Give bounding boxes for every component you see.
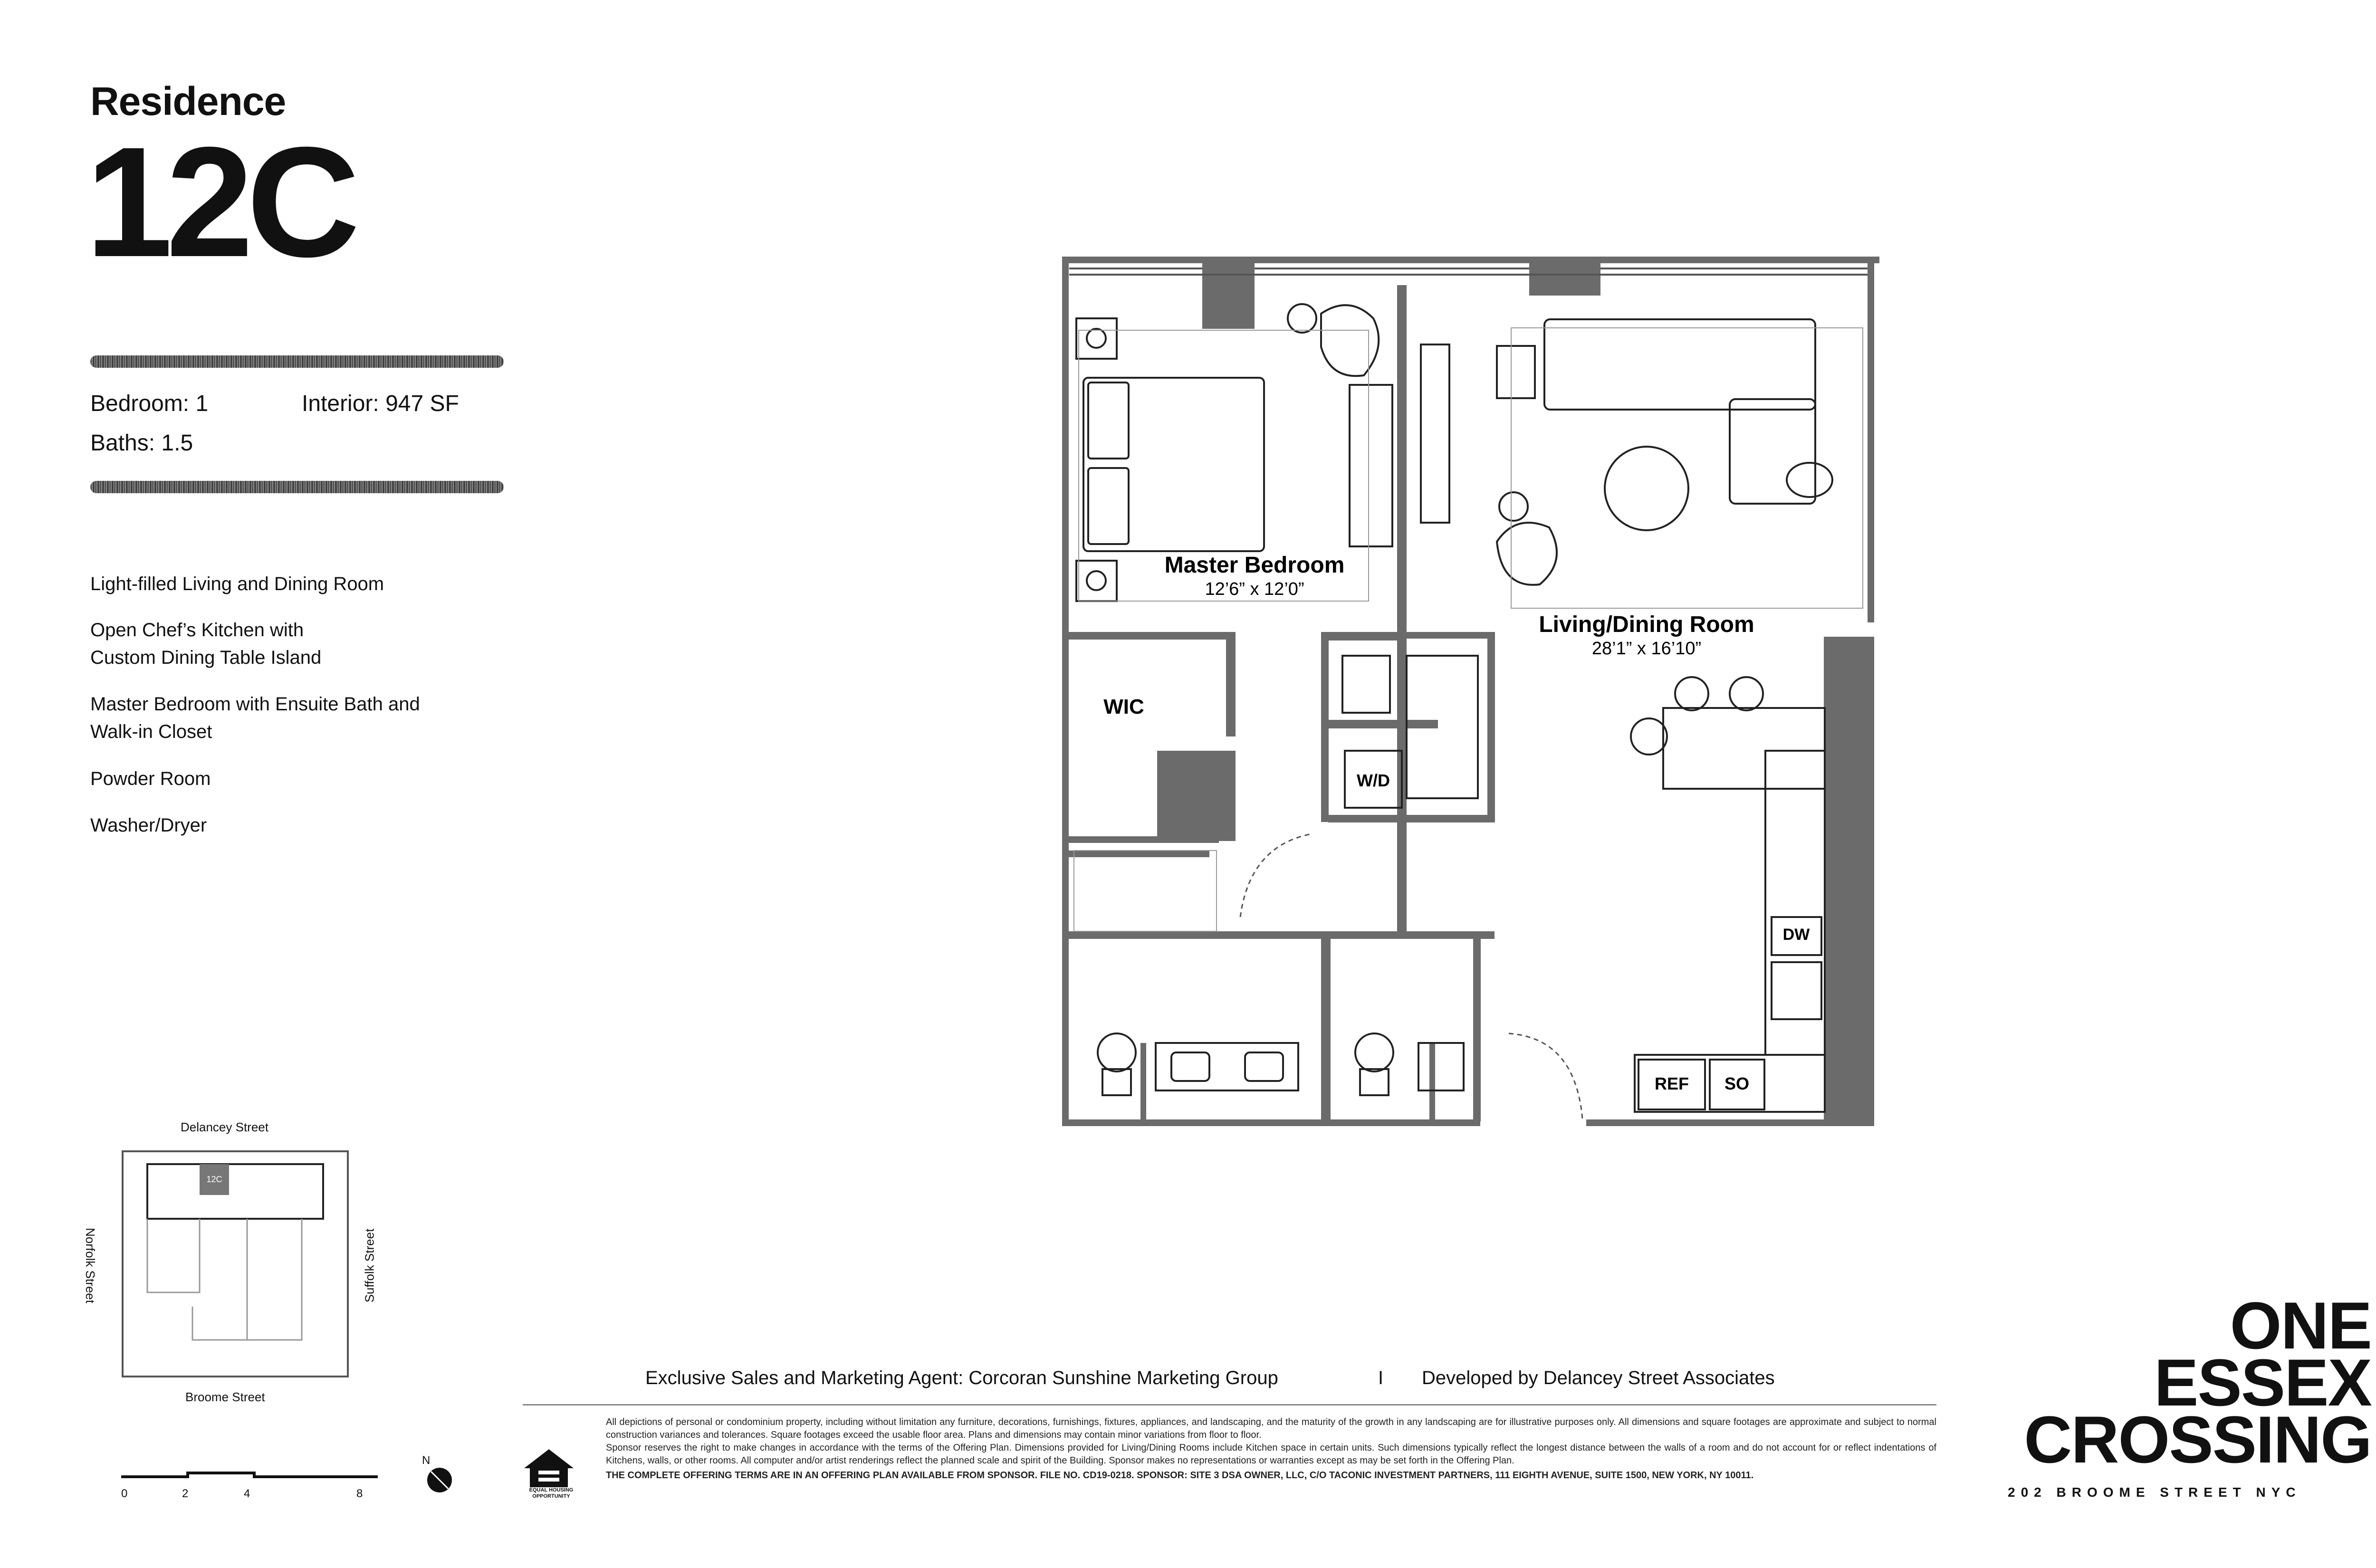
scale-bar (121, 1468, 378, 1487)
oven-label: SO (1724, 1074, 1750, 1093)
feature-item: Light-filled Living and Dining Room (90, 574, 384, 594)
keymap-street-west: Norfolk Street (83, 1228, 97, 1303)
kitchen-fixtures (1631, 677, 1825, 1112)
floor-plan-walls (1062, 257, 1879, 1126)
footer-divider: I (1378, 1367, 1384, 1388)
master-bedroom-dims: 12’6” x 12’0” (1205, 579, 1304, 599)
disclaimer-paragraph: Sponsor reserves the right to make changes in accordance with the terms of the Offering Plan. Dimensions provided for Living/Dining Rooms include Kitchen space in certain units. Such dimensions typically reflect the longest distance between the walls of a room and do not account for or reflect indentations of Kitchens, walls, or other rooms. All computer and/or artist renderings reflect the planned scale and spirit of the Building. Sponsor makes no representations or warranties except as may be set forth in the Offering Plan. (606, 1443, 1936, 1466)
logo-address: 202 BROOME STREET NYC (2008, 1485, 2301, 1500)
north-arrow-icon (425, 1466, 454, 1494)
floor-plan (1045, 252, 1891, 1136)
logo-line-3: CROSSING (2024, 1402, 2371, 1477)
refrigerator-label: REF (1655, 1074, 1689, 1093)
equal-housing-label: EQUAL HOUSING OPPORTUNITY (529, 1487, 574, 1499)
interior-area: Interior: 947 SF (302, 391, 459, 416)
washer-dryer-label: W/D (1357, 771, 1390, 790)
footer-rule (523, 1404, 1936, 1405)
north-label: N (422, 1454, 431, 1467)
logo-line-1: ONE (2230, 1288, 2371, 1363)
keymap-street-north: Delancey Street (181, 1120, 268, 1134)
residence-label: Residence (90, 79, 286, 124)
bedroom-count: Bedroom: 1 (90, 391, 209, 416)
dishwasher-label: DW (1782, 926, 1810, 944)
feature-item: Open Chef’s Kitchen with (90, 620, 304, 641)
disclaimer-paragraph: THE COMPLETE OFFERING TERMS ARE IN AN OFFERING PLAN AVAILABLE FROM SPONSOR. FILE NO. CD19-0218. SPONSOR: SITE 3 DSA OWNER, LLC, C/O TACONIC INVESTMENT PARTNERS, 111 EIGHTH AVENUE, SUITE 1500, NEW YORK, NY 10011. (606, 1470, 1754, 1481)
living-dining-dims: 28’1” x 16’10” (1591, 639, 1702, 659)
window-lines (1069, 268, 1868, 275)
master-bedroom-name: Master Bedroom (1164, 553, 1345, 578)
feature-item: Master Bedroom with Ensuite Bath and (90, 694, 420, 715)
scale-label-0: 0 (121, 1487, 128, 1500)
sales-agent-text: Exclusive Sales and Marketing Agent: Corcoran Sunshine Marketing Group (645, 1367, 1278, 1388)
developer-text: Developed by Delancey Street Associates (1422, 1367, 1775, 1388)
door-swings (1240, 834, 1582, 1119)
keymap-street-east: Suffolk Street (362, 1228, 377, 1303)
living-dining-name: Living/Dining Room (1539, 612, 1754, 637)
feature-item: Walk-in Closet (90, 721, 212, 742)
unit-number: 12C (86, 114, 354, 289)
scale-label-2: 2 (182, 1487, 189, 1500)
scale-label-4: 4 (244, 1487, 250, 1500)
disclaimer-paragraph: All depictions of personal or condominium property, including without limitation any furniture, decorations, furnishings, fixtures, appliances, and landscaping, and the maturity of the growth in any landscaping are for illustrative purposes only. All dimensions and square footages are approximate and subject to normal construction variances and tolerances. Square footages exceed the usable floor area. Plans and dimensions may contain minor variations from floor to floor. (606, 1417, 1936, 1440)
feature-item: Powder Room (90, 768, 211, 789)
scale-label-8: 8 (356, 1487, 363, 1500)
keymap-unit-tag: 12C (206, 1175, 222, 1184)
wic-label: WIC (1103, 695, 1144, 718)
disclaimer-block (606, 1416, 1936, 1482)
living-furniture (1421, 319, 1863, 608)
brush-divider-top (90, 355, 504, 368)
feature-item: Custom Dining Table Island (90, 647, 322, 668)
key-map (121, 1150, 349, 1378)
logo-line-2: ESSEX (2154, 1345, 2371, 1420)
brush-divider-bottom (90, 481, 504, 493)
feature-item: Washer/Dryer (90, 815, 207, 836)
bath-count: Baths: 1.5 (90, 430, 193, 456)
keymap-street-south: Broome Street (185, 1390, 265, 1404)
